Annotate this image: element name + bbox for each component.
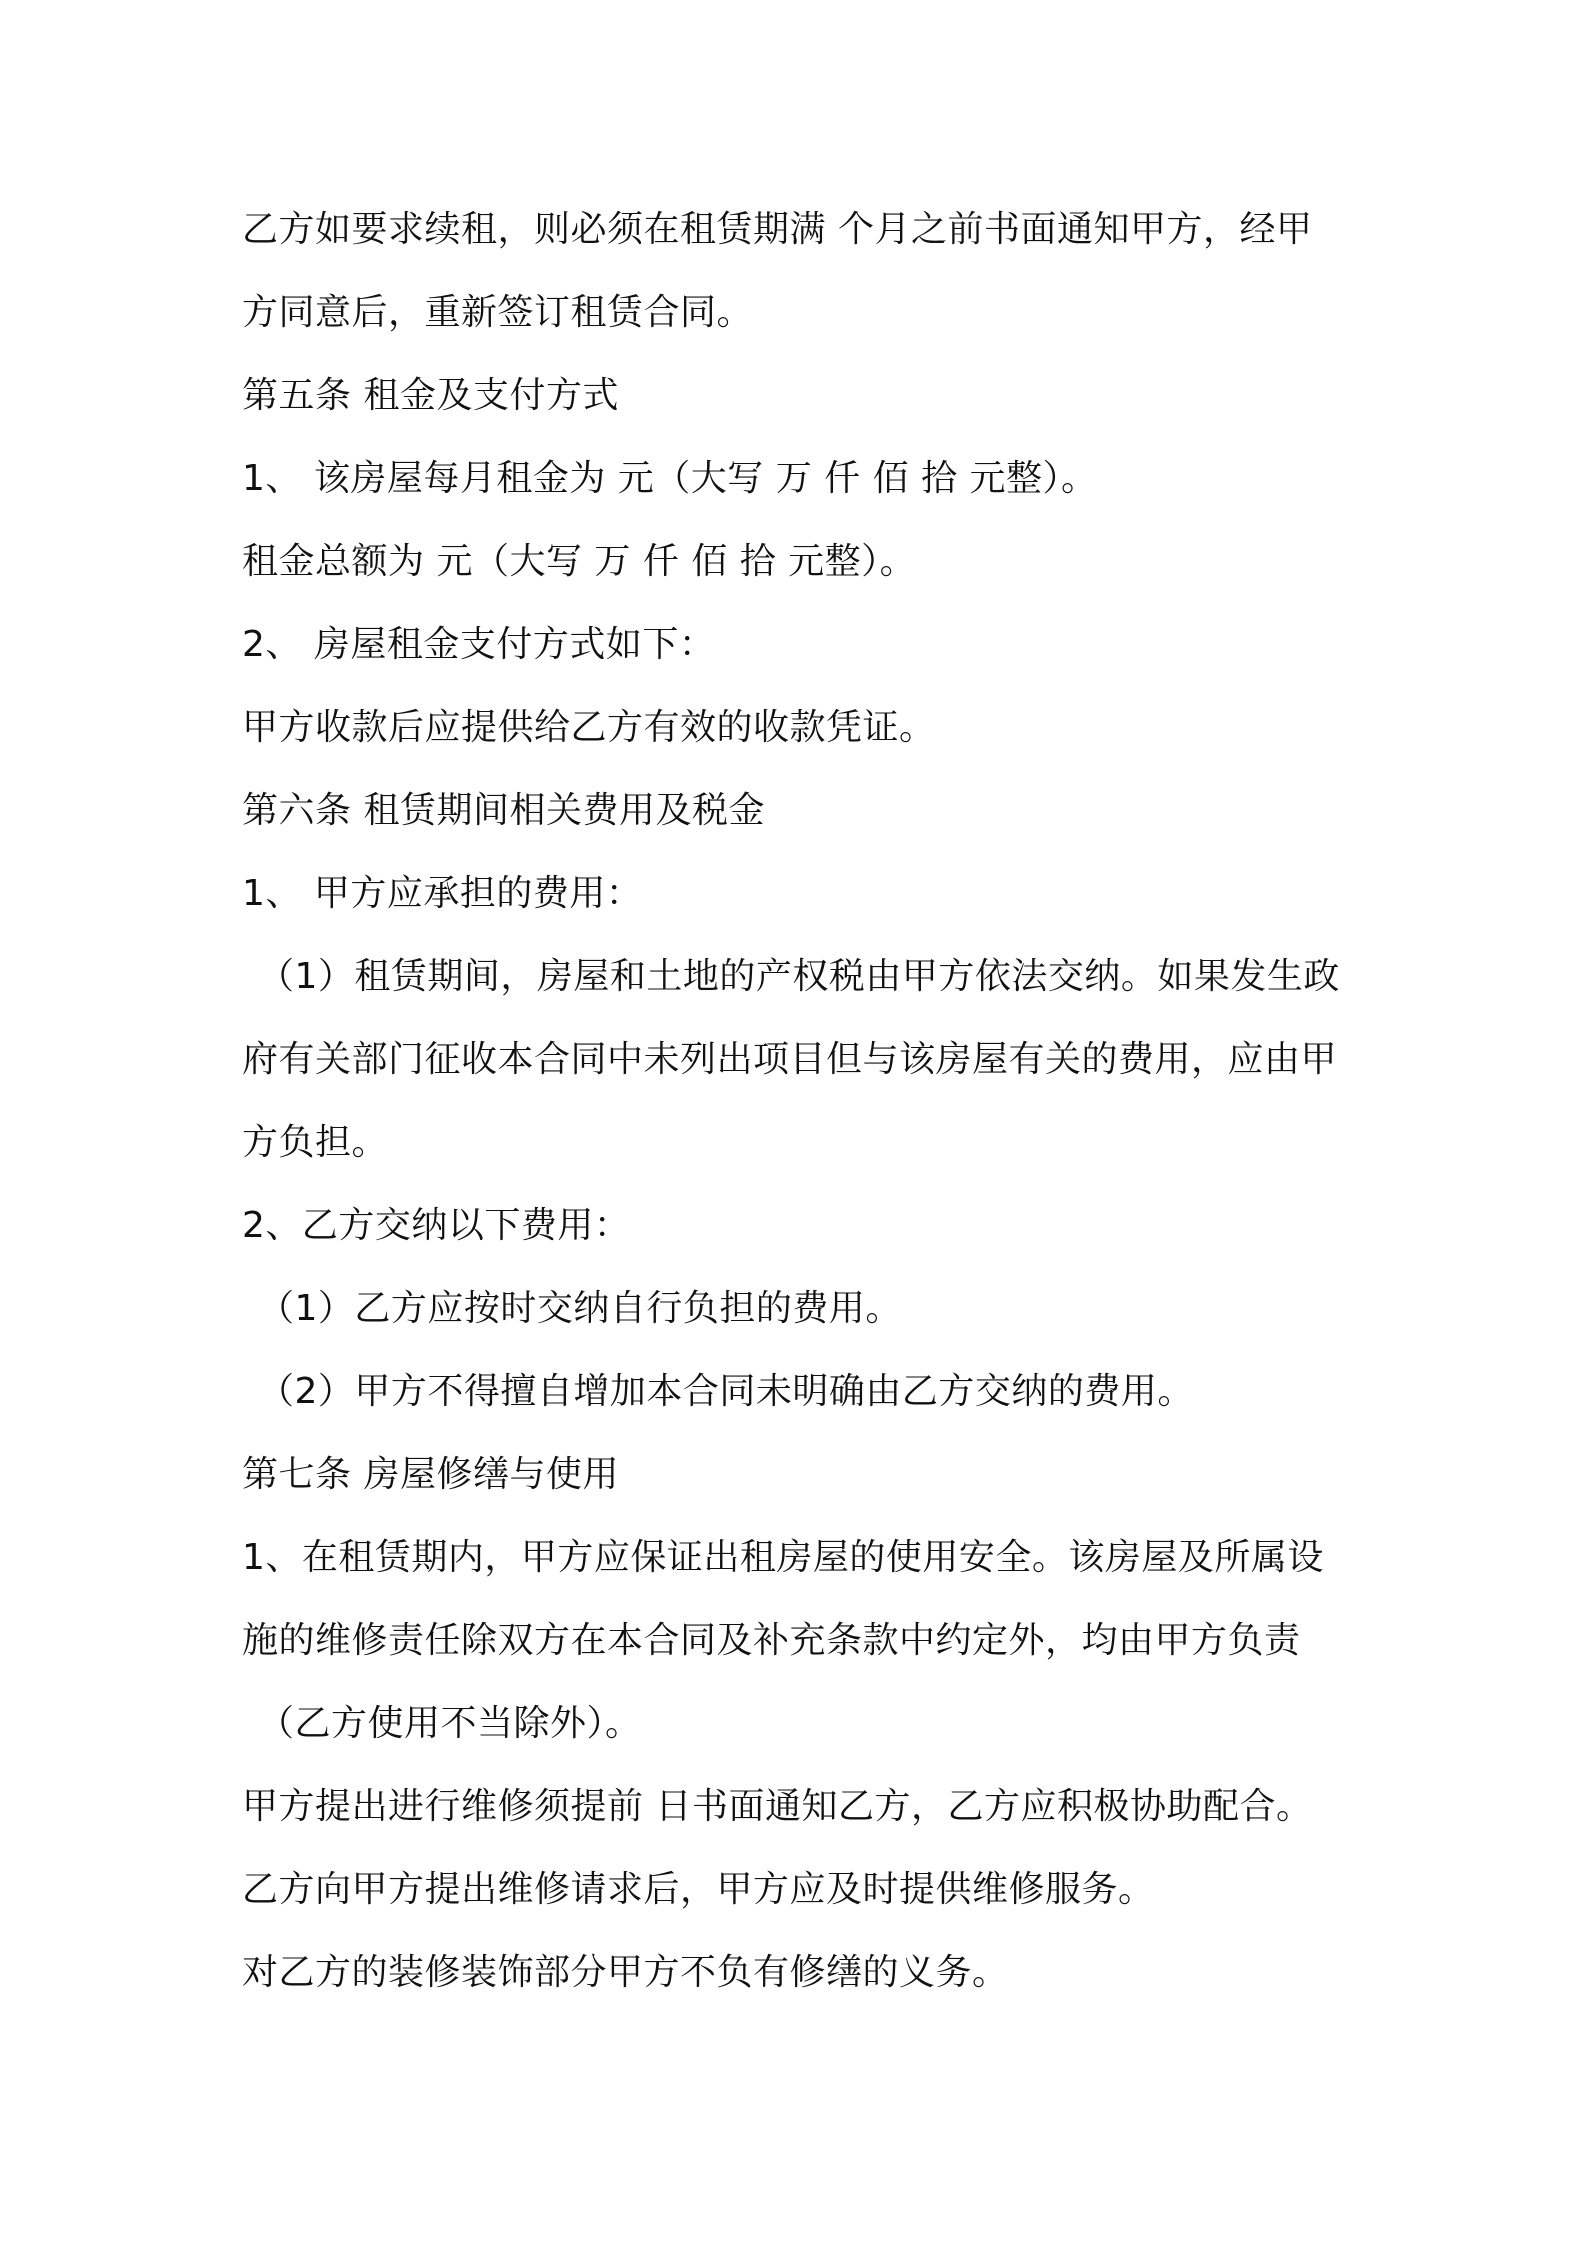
party-a-fee-item-1: （1）租赁期间，房屋和土地的产权税由甲方依法交纳。如果发生政 bbox=[258, 956, 1340, 997]
party-b-fee-item-2: （2）甲方不得擅自增加本合同未明确由乙方交纳的费用。 bbox=[258, 1371, 1194, 1412]
party-a-fees-line: 1、 甲方应承担的费用： bbox=[242, 873, 643, 914]
repair-clause-1-cont: 施的维修责任除双方在本合同及补充条款中约定外，均由甲方负责 bbox=[242, 1620, 1301, 1661]
rent-monthly-line: 1、 该房屋每月租金为 元（大写 万 仟 佰 拾 元整）。 bbox=[242, 458, 1098, 499]
rent-payment-method-line: 2、 房屋租金支付方式如下： bbox=[242, 624, 716, 665]
repair-notice-line: 甲方提出进行维修须提前 日书面通知乙方，乙方应积极协助配合。 bbox=[242, 1786, 1313, 1827]
repair-clause-1-end: （乙方使用不当除外）。 bbox=[258, 1703, 642, 1744]
text-line-renewal-cont: 方同意后，重新签订租赁合同。 bbox=[242, 292, 754, 333]
party-b-fee-item-1: （1）乙方应按时交纳自行负担的费用。 bbox=[258, 1288, 902, 1329]
receipt-line: 甲方收款后应提供给乙方有效的收款凭证。 bbox=[242, 707, 936, 748]
party-b-fees-line: 2、乙方交纳以下费用： bbox=[242, 1205, 631, 1246]
party-a-fee-item-1-end: 方负担。 bbox=[242, 1122, 389, 1163]
decoration-repair-line: 对乙方的装修装饰部分甲方不负有修缮的义务。 bbox=[242, 1952, 1009, 1993]
article-7-heading: 第七条 房屋修缮与使用 bbox=[242, 1454, 619, 1495]
repair-clause-1: 1、在租赁期内，甲方应保证出租房屋的使用安全。该房屋及所属设 bbox=[242, 1537, 1324, 1578]
repair-request-line: 乙方向甲方提出维修请求后，甲方应及时提供维修服务。 bbox=[242, 1869, 1155, 1910]
party-a-fee-item-1-cont: 府有关部门征收本合同中未列出项目但与该房屋有关的费用，应由甲 bbox=[242, 1039, 1338, 1080]
article-6-heading: 第六条 租赁期间相关费用及税金 bbox=[242, 790, 765, 831]
text-line-renewal: 乙方如要求续租，则必须在租赁期满 个月之前书面通知甲方，经甲 bbox=[242, 209, 1313, 250]
article-5-heading: 第五条 租金及支付方式 bbox=[242, 375, 619, 416]
rent-total-line: 租金总额为 元（大写 万 仟 佰 拾 元整）。 bbox=[242, 541, 917, 582]
